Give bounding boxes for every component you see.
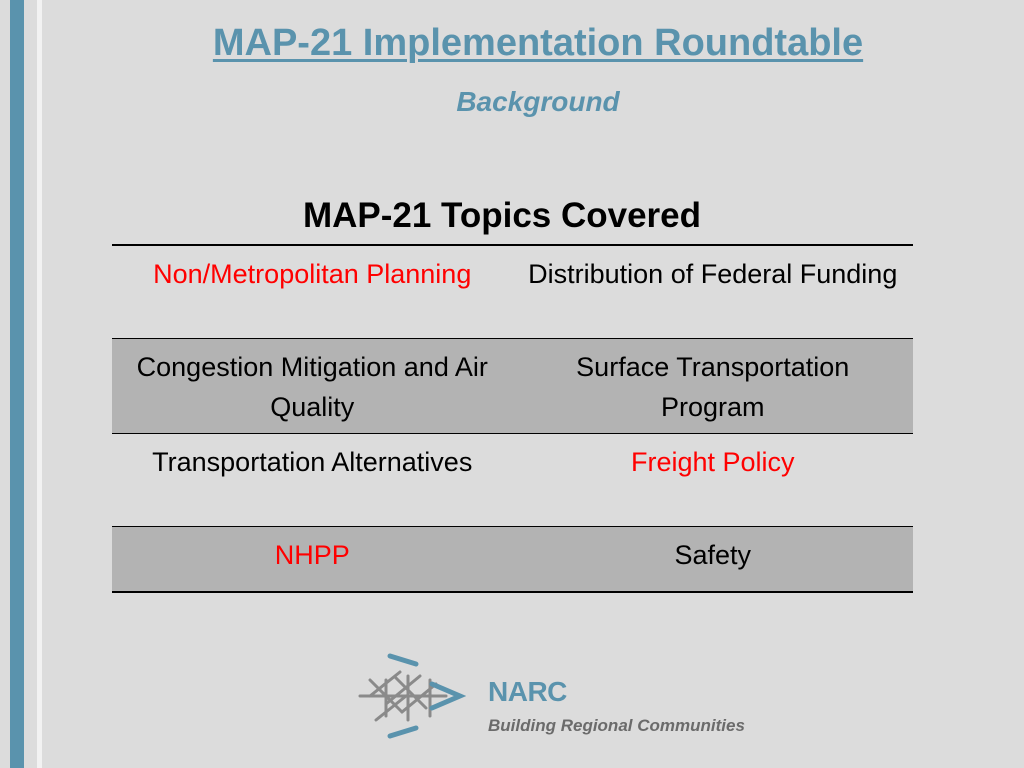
logo-name: NARC [488,676,567,707]
table-cell: Transportation Alternatives [152,447,473,477]
narc-logo-icon [356,650,466,742]
table-cell: Freight Policy [630,447,795,477]
table-cell: Congestion Mitigation and Air Quality [112,339,513,434]
table-row [112,527,913,593]
table-row [112,339,913,434]
table-title: MAP-21 Topics Covered [302,196,702,235]
table-cell: Non/Metropolitan Planning [153,259,472,289]
table-row [112,434,913,527]
table-row [112,245,913,339]
table-cell: Surface Transportation Program [513,339,914,434]
slide-title: MAP-21 Implementation Roundtable [212,22,864,64]
slide-subtitle: Background [456,86,620,117]
table-cell: Safety [513,527,914,593]
table-cell: NHPP [112,527,513,593]
narc-logo [356,650,756,742]
topics-table [112,244,913,593]
logo-tagline: Building Regional Communities [488,716,745,735]
table-cell: Distribution of Federal Funding [528,259,898,289]
